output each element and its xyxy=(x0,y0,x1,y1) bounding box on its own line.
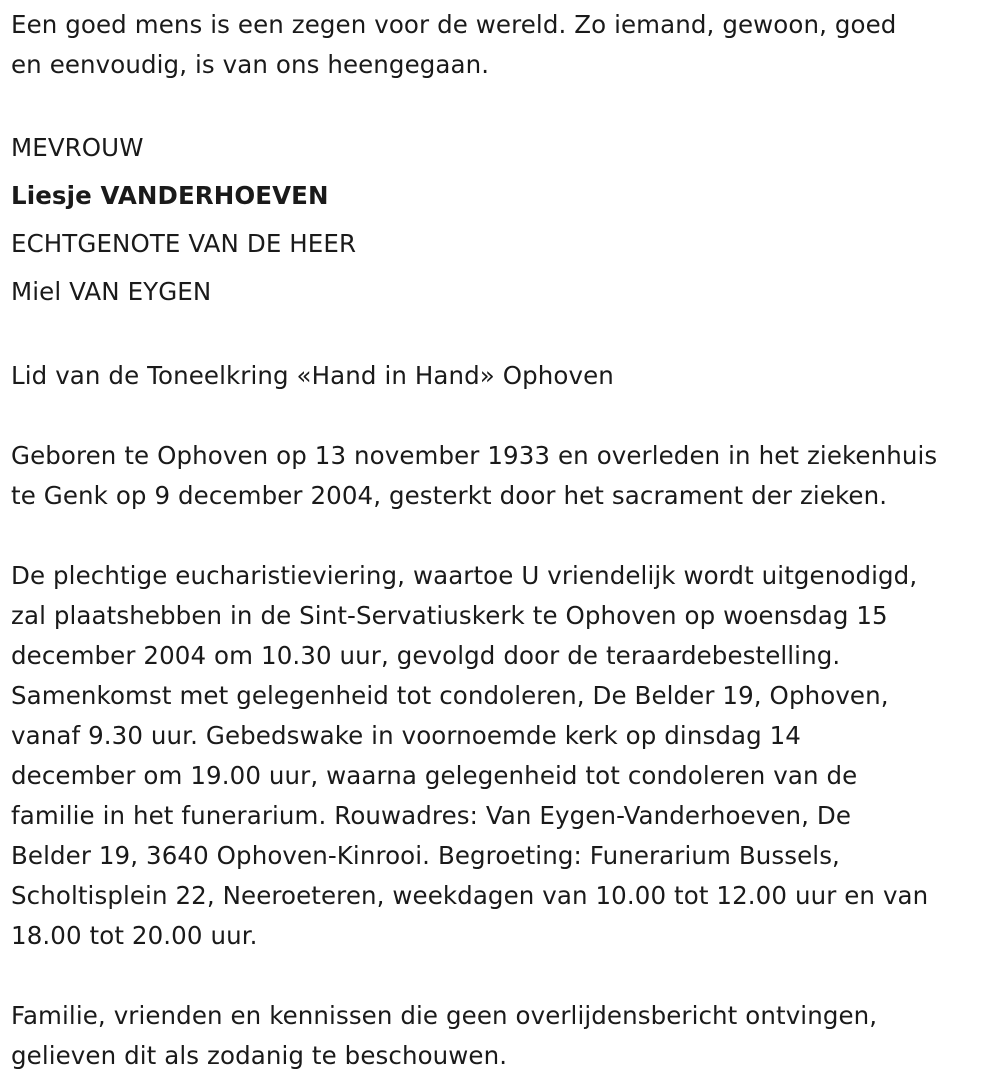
relation-label: ECHTGENOTE VAN DE HEER xyxy=(11,229,357,258)
ceremony-line: december 2004 om 10.30 uur, gevolgd door de teraardebestelling. xyxy=(11,641,841,670)
birth-death-line: te Genk op 9 december 2004, gesterkt door het sacrament der zieken. xyxy=(11,481,888,510)
ceremony-line: familie in het funerarium. Rouwadres: Van Eygen-Vanderhoeven, De xyxy=(11,801,852,830)
ceremony-paragraph xyxy=(11,556,992,956)
spouse-name: Miel VAN EYGEN xyxy=(11,277,212,306)
paragraph-gap xyxy=(11,85,992,125)
intro-line: Een goed mens is een zegen voor de wereld. Zo iemand, gewoon, goed xyxy=(11,10,897,39)
closing-line: gelieven dit als zodanig te beschouwen. xyxy=(11,1041,508,1070)
ceremony-line: 18.00 tot 20.00 uur. xyxy=(11,921,258,950)
ceremony-line: december om 19.00 uur, waarna gelegenheid tot condoleren van de xyxy=(11,761,858,790)
honorific-title: MEVROUW xyxy=(11,133,144,162)
deceased-name: Liesje VANDERHOEVEN xyxy=(11,181,329,210)
closing-paragraph xyxy=(11,996,992,1076)
paragraph-gap xyxy=(11,316,992,356)
birth-death-line: Geboren te Ophoven op 13 november 1933 en overleden in het ziekenhuis xyxy=(11,441,938,470)
birth-death-paragraph xyxy=(11,436,992,516)
ceremony-line: zal plaatshebben in de Sint-Servatiuskerk te Ophoven op woensdag 15 xyxy=(11,601,888,630)
paragraph-gap xyxy=(11,396,992,436)
ceremony-line: vanaf 9.30 uur. Gebedswake in voornoemde kerk op dinsdag 14 xyxy=(11,721,801,750)
ceremony-line: De plechtige eucharistieviering, waartoe U vriendelijk wordt uitgenodigd, xyxy=(11,561,918,590)
ceremony-line: Samenkomst met gelegenheid tot condoleren, De Belder 19, Ophoven, xyxy=(11,681,889,710)
membership-paragraph xyxy=(11,356,992,396)
closing-line: Familie, vrienden en kennissen die geen overlijdensbericht ontvingen, xyxy=(11,1001,878,1030)
ceremony-line: Scholtisplein 22, Neeroeteren, weekdagen van 10.00 tot 12.00 uur en van xyxy=(11,881,929,910)
deceased-block xyxy=(11,124,992,316)
intro-line: en eenvoudig, is van ons heengegaan. xyxy=(11,50,490,79)
membership-line: Lid van de Toneelkring «Hand in Hand» Ophoven xyxy=(11,361,614,390)
intro-paragraph xyxy=(11,5,992,85)
ceremony-line: Belder 19, 3640 Ophoven-Kinrooi. Begroeting: Funerarium Bussels, xyxy=(11,841,840,870)
paragraph-gap xyxy=(11,956,992,996)
paragraph-gap xyxy=(11,516,992,556)
